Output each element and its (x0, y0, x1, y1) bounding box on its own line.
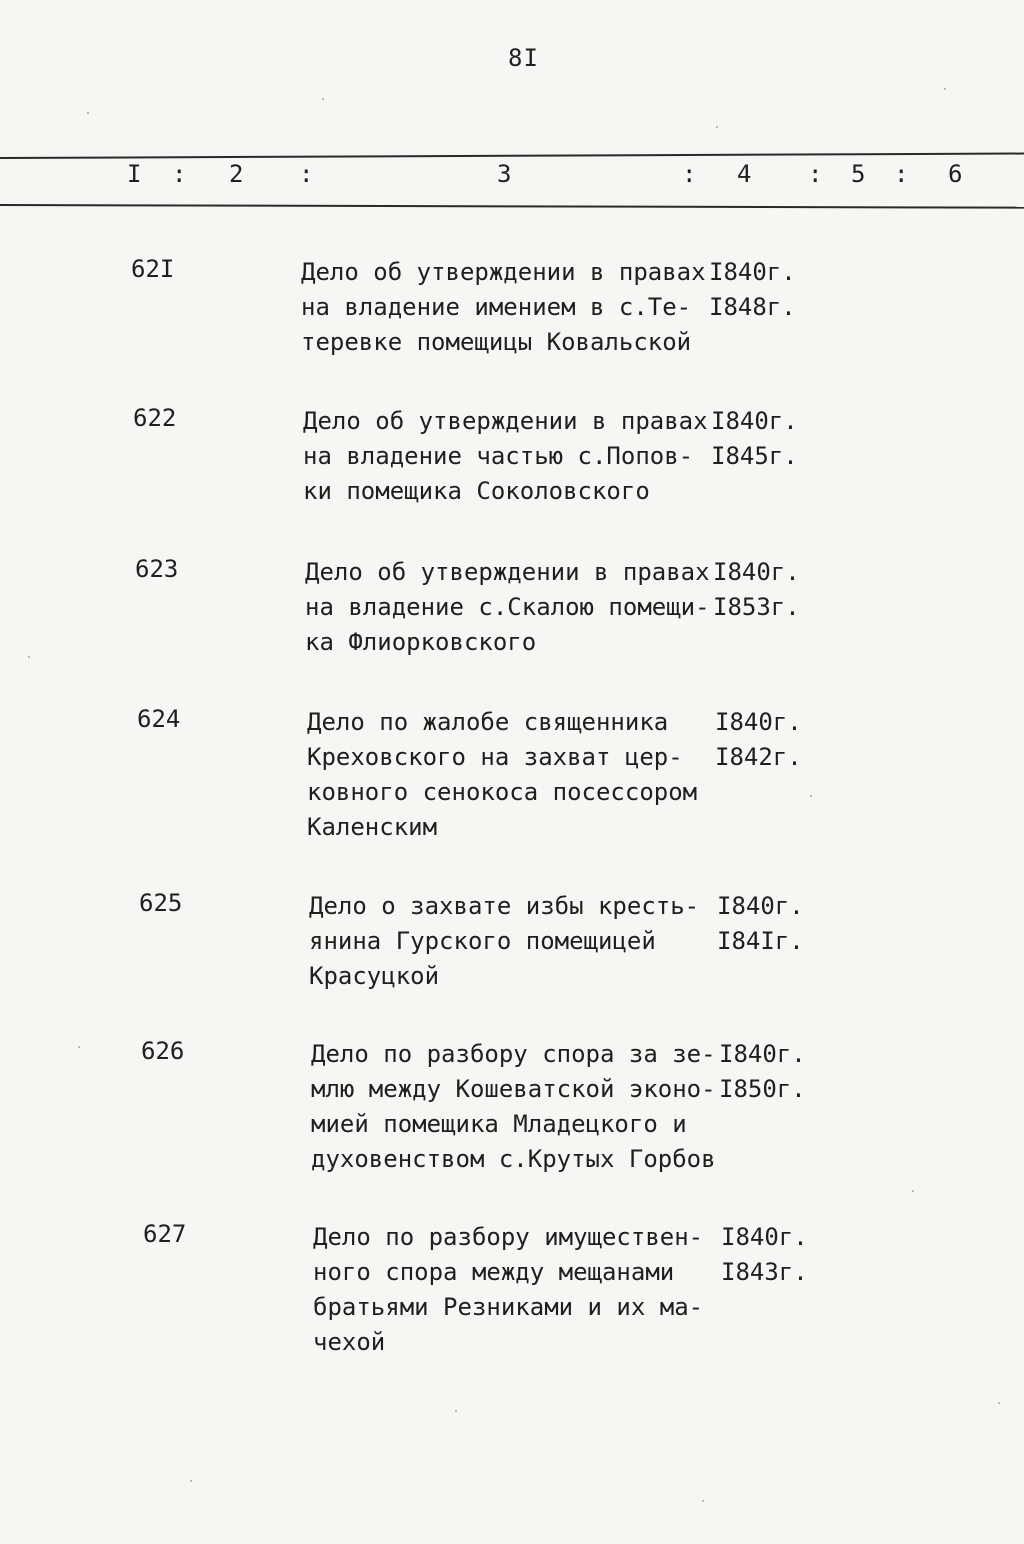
column-separator: : (808, 160, 823, 188)
scan-speck (78, 1046, 80, 1048)
description-line: Дело по разбору спора за зе- (311, 1040, 716, 1068)
entry-number: 624 (137, 705, 181, 733)
entry-description (301, 255, 721, 360)
column-header-1: I (127, 160, 142, 188)
description-line: на владение имением в с.Те- (301, 293, 692, 321)
column-separator: : (894, 160, 909, 188)
description-line: ковного сенокоса посессором (307, 778, 698, 806)
scan-speck (912, 1190, 914, 1192)
file-entry (135, 555, 895, 715)
description-line: чехой (313, 1328, 386, 1356)
scan-speck (455, 1410, 457, 1412)
start-date: I840г. (709, 258, 796, 286)
column-header-4: 4 (737, 160, 752, 188)
header-bottom-rule (0, 204, 1024, 209)
entry-number: 625 (139, 889, 183, 917)
end-date: I848г. (709, 293, 796, 321)
entry-dates (719, 1037, 806, 1107)
description-line: ного спора между мещанами (313, 1258, 675, 1286)
start-date: I840г. (713, 558, 800, 586)
end-date: I850г. (719, 1075, 806, 1103)
end-date: I842г. (715, 743, 802, 771)
scan-speck (87, 112, 89, 114)
entry-dates (717, 889, 804, 959)
scan-speck (998, 1402, 1000, 1404)
entry-description (311, 1037, 731, 1177)
entry-number: 623 (135, 555, 179, 583)
end-date: I845г. (711, 442, 798, 470)
column-header-3: 3 (497, 160, 512, 188)
entry-dates (721, 1220, 808, 1290)
entry-number: 626 (141, 1037, 185, 1065)
start-date: I840г. (717, 892, 804, 920)
end-date: I84Iг. (717, 927, 804, 955)
description-line: янина Гурского помещицей (309, 927, 656, 955)
description-line: Каленским (307, 813, 438, 841)
end-date: I843г. (721, 1258, 808, 1286)
column-header-5: 5 (851, 160, 866, 188)
description-line: на владение с.Скалою помещи- (305, 593, 710, 621)
file-entry (133, 404, 893, 564)
entry-number: 622 (133, 404, 177, 432)
entry-dates (715, 705, 802, 775)
start-date: I840г. (719, 1040, 806, 1068)
description-line: Красуцкой (309, 962, 440, 990)
description-line: Креховского на захват цер- (307, 743, 683, 771)
description-line: Дело о захвате избы кресть- (309, 892, 700, 920)
file-entry (139, 889, 899, 1049)
file-entry (141, 1037, 901, 1197)
scan-speck (190, 1480, 192, 1482)
description-line: ки помещика Соколовского (303, 477, 650, 505)
header-top-rule (0, 153, 1024, 159)
description-line: млю между Кошеватской эконо- (311, 1075, 716, 1103)
column-separator: : (299, 160, 314, 188)
description-line: Дело об утверждении в правах (303, 407, 708, 435)
file-entry (131, 255, 891, 415)
scan-speck (702, 1500, 704, 1502)
description-line: Дело об утверждении в правах (305, 558, 710, 586)
page-number: 8I (508, 44, 539, 72)
description-line: мией помещика Младецкого и (311, 1110, 687, 1138)
description-line: ка Флиорковского (305, 628, 537, 656)
entry-dates (709, 255, 796, 325)
column-header-2: 2 (229, 160, 244, 188)
file-entry (137, 705, 897, 865)
start-date: I840г. (715, 708, 802, 736)
description-line: Дело по жалобе священника (307, 708, 669, 736)
column-header-6: 6 (948, 160, 963, 188)
start-date: I840г. (721, 1223, 808, 1251)
description-line: братьями Резниками и их ма- (313, 1293, 704, 1321)
scan-speck (716, 126, 718, 128)
entry-description (305, 555, 725, 660)
entry-number: 627 (143, 1220, 187, 1248)
entry-dates (713, 555, 800, 625)
description-line: Дело об утверждении в правах (301, 258, 706, 286)
scan-speck (322, 98, 324, 100)
entry-description (309, 889, 729, 994)
scan-speck (28, 656, 30, 658)
description-line: теревке помещицы Ковальской (301, 328, 692, 356)
description-line: Дело по разбору имуществен- (313, 1223, 704, 1251)
entry-description (313, 1220, 733, 1360)
scan-speck (810, 795, 812, 797)
entry-number: 62I (131, 255, 175, 283)
entry-dates (711, 404, 798, 474)
end-date: I853г. (713, 593, 800, 621)
column-separator: : (172, 160, 187, 188)
description-line: духовенством с.Крутых Горбов (311, 1145, 716, 1173)
start-date: I840г. (711, 407, 798, 435)
scan-speck (944, 88, 946, 90)
entry-description (303, 404, 723, 509)
description-line: на владение частью с.Попов- (303, 442, 694, 470)
column-separator: : (682, 160, 697, 188)
file-entry (143, 1220, 903, 1380)
entry-description (307, 705, 727, 845)
